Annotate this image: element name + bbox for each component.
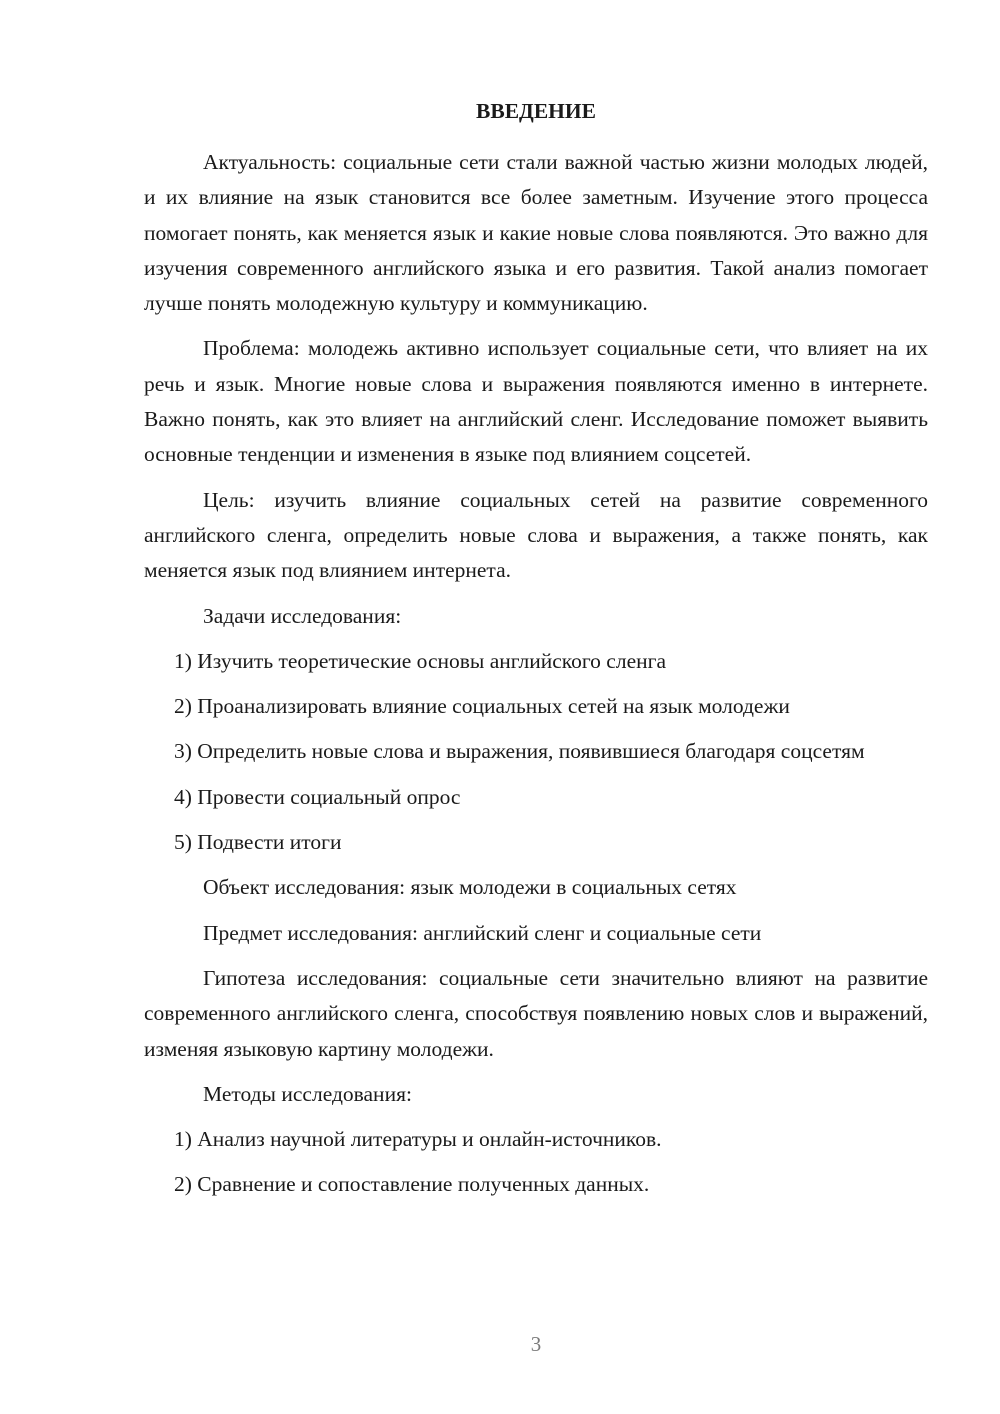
methods-heading: Методы исследования: (203, 1081, 412, 1106)
method-item: 2) Сравнение и сопоставление полученных данных. (174, 1172, 650, 1197)
page-number: 3 (530, 1332, 542, 1356)
hypothesis-paragraph: Гипотеза исследования: социальные сети значительно влияют на развитие современного английского сленга, способствуя появлению новых слов и выражений, изменяя языковую картину молодежи. (144, 965, 928, 1061)
task-item: 3) Определить новые слова и выражения, появившиеся благодаря соцсетям (174, 739, 865, 764)
task-item: 2) Проанализировать влияние социальных сетей на язык молодежи (174, 694, 790, 719)
object-line: Объект исследования: язык молодежи в социальных сетях (203, 875, 737, 900)
goal-paragraph: Цель: изучить влияние социальных сетей на развитие современного английского сленга, определить новые слова и выражения, а также понять, как меняется язык под влиянием интернета. (144, 487, 928, 583)
task-item: 5) Подвести итоги (174, 830, 342, 855)
task-item: 1) Изучить теоретические основы английского сленга (174, 648, 666, 673)
section-title: ВВЕДЕНИЕ (476, 99, 596, 123)
document-page (144, 96, 928, 1213)
tasks-heading: Задачи исследования: (203, 603, 402, 628)
method-item: 1) Анализ научной литературы и онлайн-источников. (174, 1127, 662, 1152)
relevance-paragraph: Актуальность: социальные сети стали важной частью жизни молодых людей, и их влияние на язык становится все более заметным. Изучение этого процесса помогает понять, как меняется язык и какие новые слова появляются. Это важно для изучения современного английского языка и его развития. Такой анализ помогает лучше понять молодежную культуру и коммуникацию. (144, 150, 928, 316)
task-item: 4) Провести социальный опрос (174, 784, 461, 809)
problem-paragraph: Проблема: молодежь активно использует социальные сети, что влияет на их речь и язык. Многие новые слова и выражения появляются именно в интернете. Важно понять, как это влияет на английский сленг. Исследование поможет выявить основные тенденции и изменения в языке под влиянием соцсетей. (144, 336, 928, 467)
subject-line: Предмет исследования: английский сленг и социальные сети (203, 920, 762, 945)
